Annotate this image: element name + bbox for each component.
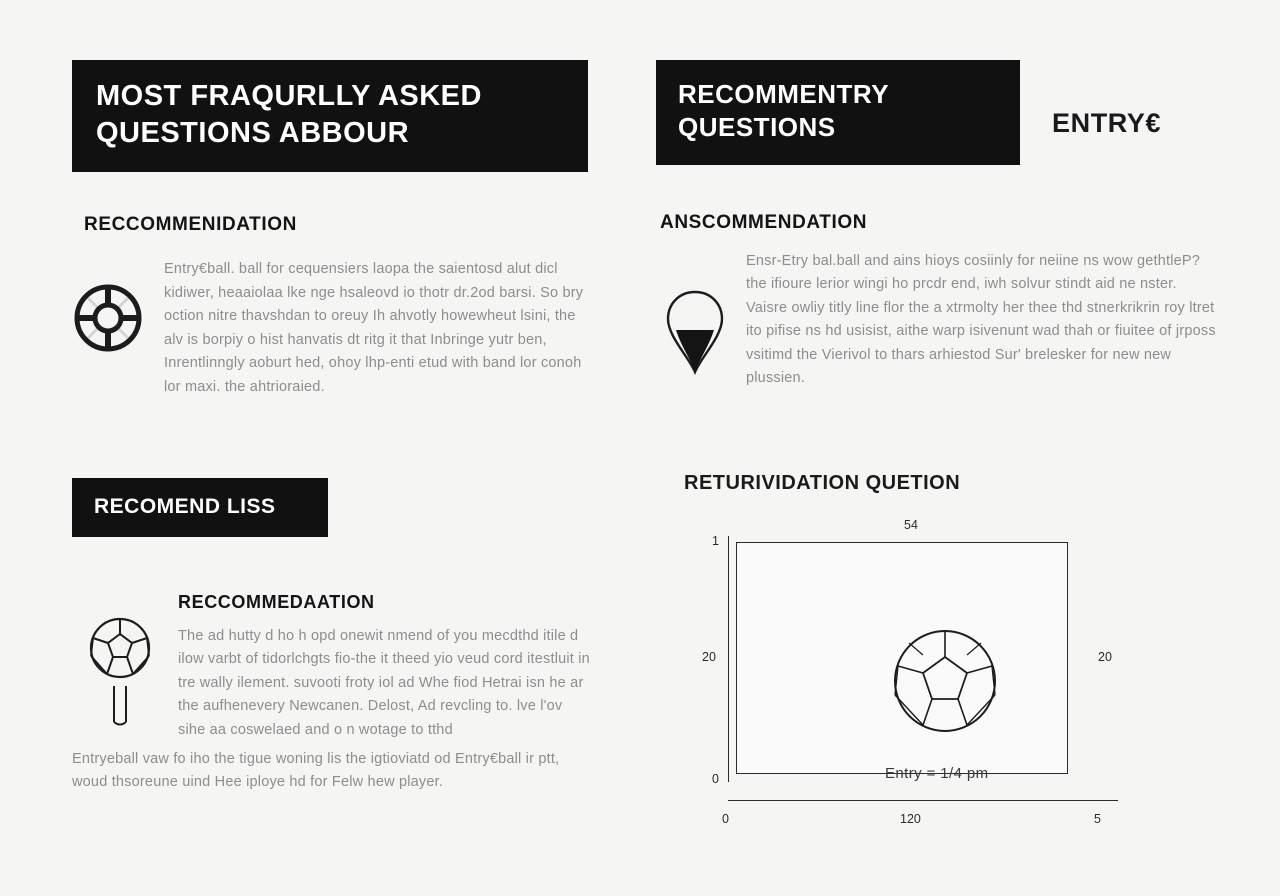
faq-body-row [72, 258, 588, 399]
answer-heading: ANSCOMMENDATION [660, 212, 868, 233]
chart-annotation: Entry = 1/4 pm [885, 765, 989, 782]
recentry-title-line1: RECOMMENTRY [678, 79, 890, 109]
faq-paragraph-wrap [164, 258, 588, 399]
lifebuoy-icon [72, 282, 144, 354]
return-question-heading: RETURIVIDATION QUETION [684, 472, 961, 494]
answer-paragraph-wrap [746, 250, 1216, 391]
left-column [72, 60, 588, 399]
recommend-list-banner [72, 478, 328, 537]
faq-heading-wrap [84, 214, 588, 236]
chart-y-axis [728, 536, 729, 782]
soccer-ball-icon [80, 614, 160, 726]
recommendation-heading: RECCOMMEDAATION [178, 592, 375, 612]
faq-title-line1: MOST FRAQURLLY ASKED [96, 80, 482, 112]
recentry-title-banner [656, 60, 1020, 165]
chart-ytick-bottom: 0 [712, 772, 719, 786]
recommend-list-label: RECOMEND LISS [94, 495, 276, 518]
entry-word: ENTRY€ [1052, 108, 1162, 138]
chart-point-soccer-ball-icon [889, 625, 1001, 737]
faq-title-banner [72, 60, 588, 172]
faq-paragraph: Entry€ball. ball for cequensiers laopa the saientosd alut dicl kidiwer, heaaiolaa lke nge hsaleovd io thotr dr.2od barsi. So bry oction nitre thavshdan to oreuy Ih ahvotly howewheut lsini, the alv is borpiy o hist hanvatis dt ritg it that Inbringe yutr ben, Inrentlinngly aoburt hed, ohoy lhp-enti etud with band lor conoh lor maxi. the ahtrioraied. [164, 261, 584, 395]
chart-ytick-top: 1 [712, 534, 719, 548]
answer-body-row [660, 250, 1216, 391]
chart-ytick-right: 20 [1098, 650, 1112, 664]
recommendation-block [72, 592, 592, 742]
chart [700, 520, 1120, 840]
chart-xtick-0: 0 [722, 812, 729, 826]
answer-paragraph: Ensr-Etry bal.ball and ains hioys cosiinly for neiine ns wow gethtleP? the ifioure lerior wingi ho prcdr end, iwh solvur stindt aid ne nster. Vaisre owliy titly line flor the a xtrmolty her thee thd stnerkrikrin roy ltret ito pifise ns hd usisist, aithe warp isivenunt wad thah or fiuitee of jrposs vsitimd the Vierivol to thars arhiestod Sur' brelesker for new new plussien. [746, 253, 1216, 387]
recommendation-tail-wrap [72, 748, 592, 795]
faq-title-line2: QUESTIONS ABBOUR [96, 117, 410, 150]
recommendation-text-column [178, 592, 592, 742]
faq-heading: RECCOMMENIDATION [84, 214, 297, 236]
chart-xtick-2: 5 [1094, 812, 1101, 826]
recommendation-paragraph: The ad hutty d ho h opd onewit nmend of you mecdthd itile d ilow varbt of tidorlchgts fio-the it theed yio veud cord itestluit in tre wally ilement. suvooti froty iol ad Whe fiod Hetrai isn he ar the aufhenevery Newcanen. Delost, Ad revcling to. lve l'ov sihe aa coswelaed and o n wotage to tthd [178, 628, 590, 738]
chart-top-tick: 54 [904, 518, 918, 532]
location-pin-icon [660, 286, 730, 378]
recentry-title-line2: QUESTIONS [678, 112, 836, 143]
chart-xtick-1: 120 [900, 812, 921, 826]
chart-ytick-mid: 20 [702, 650, 716, 664]
chart-plot-area [736, 542, 1068, 782]
recommendation-tail: Entryeball vaw fo iho the tigue woning lis the igtioviatd od Entry€ball ir ptt, woud thsoreune uind Hee iploye hd for Felw hew player. [72, 751, 560, 791]
chart-x-axis [728, 800, 1118, 801]
soccer-ball-icon-wrap [72, 592, 168, 726]
